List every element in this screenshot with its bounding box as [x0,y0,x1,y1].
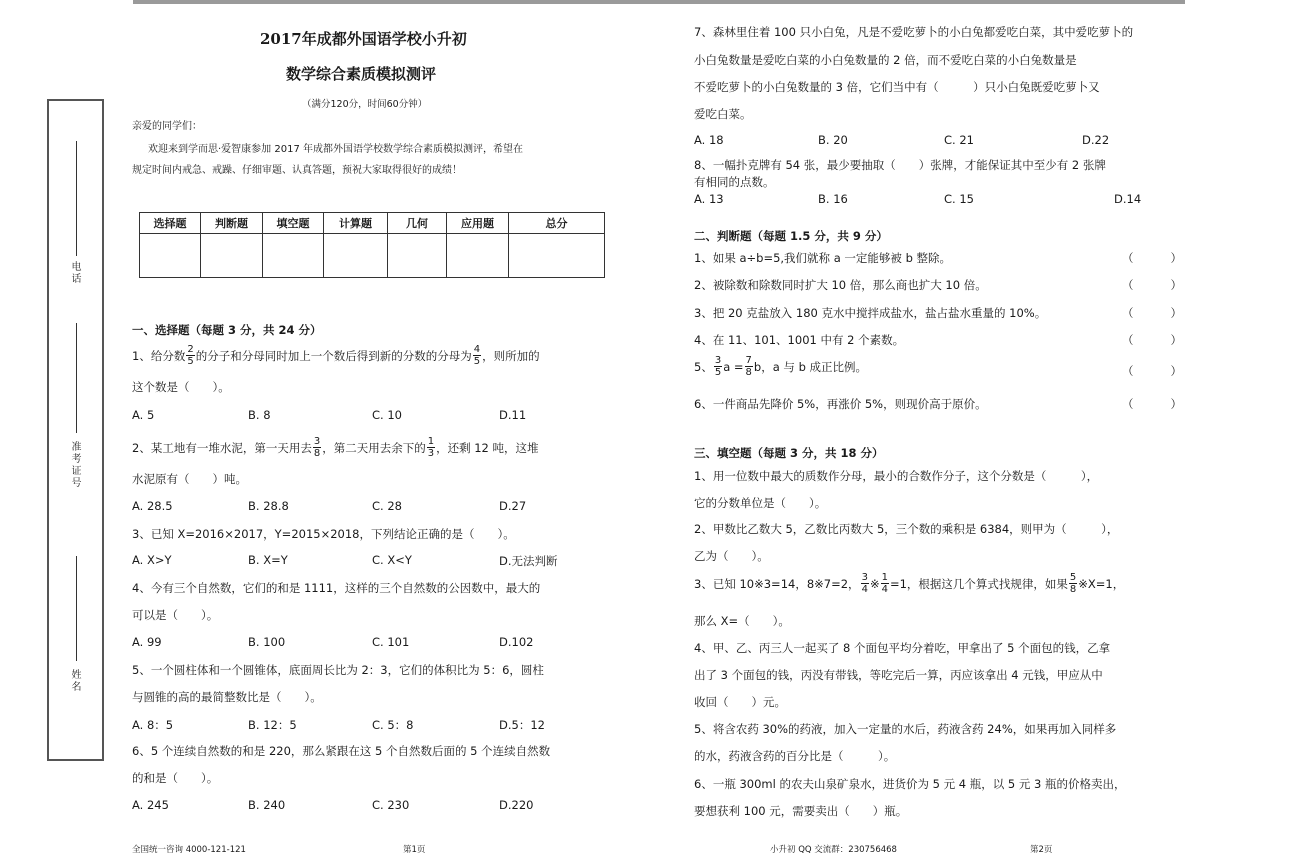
option-c: C. 5：8 [372,718,414,732]
question-text: b，a 与 b 成正比例。 [753,359,868,374]
fill-question-3 [694,572,1124,595]
question-6-cont: 的和是（ ）。 [132,771,219,785]
footer-page-2: 第2页 [1030,845,1053,855]
score-cell[interactable] [263,234,324,278]
exam-title: 2017年成都外国语学校小升初 [260,30,467,48]
score-header-cell: 选择题 [140,213,201,234]
answer-paren[interactable] [1122,250,1182,266]
option-d: D.27 [499,499,527,513]
fill-question-1: 1、用一位数中最大的质数作分母，最小的合数作分子，这个分数是（ ）， [694,469,1099,483]
fraction [313,436,321,459]
option-c: C. 230 [372,798,410,812]
score-cell[interactable] [324,234,388,278]
fraction [473,344,481,367]
option-b: B. 28.8 [248,499,289,513]
answer-paren[interactable] [1122,305,1182,321]
section-heading-choice: 一、选择题（每题 3 分，共 24 分） [132,323,322,337]
score-header-cell: 填空题 [263,213,324,234]
question-text: 5、 [694,359,713,374]
fraction [427,436,435,459]
score-cell[interactable] [509,234,605,278]
option-a: A. 8：5 [132,718,174,732]
question-3: 3、已知 X=2016×2017，Y=2015×2018，下列结论正确的是（ ）。 [132,527,515,541]
option-d: D.22 [1082,133,1110,147]
judge-item-3: 3、把 20 克盐放入 180 克水中搅拌成盐水，盐占盐水重量的 10%。 [694,306,1047,320]
paren-left: （ [1122,333,1134,347]
answer-paren[interactable] [1122,277,1182,293]
fill-question-6: 6、一瓶 300ml 的农夫山泉矿泉水，进货价为 5 元 4 瓶，以 5 元 3 瓶的价格卖出， [694,777,1126,791]
option-a: A. 99 [132,635,162,649]
paren-right: ） [1170,251,1182,265]
paren-right: ） [1170,364,1182,378]
question-7: 7、森林里住着 100 只小白兔，凡是不爱吃萝卜的小白兔都爱吃白菜，其中爱吃萝卜的 [694,25,1134,39]
fraction [745,355,753,378]
denominator: 5 [473,356,481,367]
option-d: D.11 [499,408,527,422]
question-text: ，第二天用去余下的 [322,440,426,455]
strip-label-exam-id: 准考证号 [69,441,80,489]
question-4: 4、今有三个自然数，它们的和是 1111，这样的三个自然数的公因数中，最大的 [132,581,541,595]
fill-question-2: 2、甲数比乙数大 5，乙数比丙数大 5，三个数的乘积是 6384，则甲为（ ）， [694,522,1119,536]
fill-question-4-cont: 出了 3 个面包的钱，丙没有带钱，等吃完后一算，丙应该拿出 4 元钱，甲应从中 [694,668,1103,682]
greeting: 亲爱的同学们： [132,121,202,132]
option-a: A. 5 [132,408,155,422]
numerator: 5 [1069,572,1077,583]
option-b: B. 8 [248,408,271,422]
fraction [714,355,722,378]
exam-score-time: （满分120分，时间60分钟） [302,99,428,110]
score-header-cell: 判断题 [201,213,263,234]
question-1-cont: 这个数是（ ）。 [132,380,230,394]
question-2-cont: 水泥原有（ ）吨。 [132,472,247,486]
question-text: ※ [869,576,880,591]
option-c: C. 15 [944,192,974,206]
option-c: C. X<Y [372,553,412,567]
denominator: 3 [427,448,435,459]
score-cell[interactable] [388,234,447,278]
question-text: ※X=1， [1078,576,1125,591]
score-header-cell: 应用题 [447,213,509,234]
judge-item-2: 2、被除数和除数同时扩大 10 倍，那么商也扩大 10 倍。 [694,278,987,292]
question-text: 2、某工地有一堆水泥，第一天用去 [132,440,312,455]
paren-right: ） [1170,333,1182,347]
judge-item-1: 1、如果 a÷b=5,我们就称 a 一定能够被 b 整除。 [694,251,952,265]
footer-page-1: 第1页 [403,845,426,855]
question-6: 6、5 个连续自然数的和是 220，那么紧跟在这 5 个自然数后面的 5 个连续自然数 [132,744,551,758]
paren-left: （ [1122,251,1134,265]
question-text: a = [723,359,744,374]
question-8: 8、一幅扑克牌有 54 张，最少要抽取（ ）张牌，才能保证其中至少有 2 张牌 [694,158,1106,172]
footer-qq-group: 小升初 QQ 交流群：230756468 [770,845,897,855]
option-d: D.5：12 [499,718,545,732]
top-border [133,0,1185,4]
question-text: 的分子和分母同时加上一个数后得到新的分数的分母为 [195,348,472,363]
option-d: D.无法判断 [499,554,558,568]
question-7-cont: 爱吃白菜。 [694,107,752,121]
option-b: B. 100 [248,635,286,649]
option-b: B. 12：5 [248,718,297,732]
section-heading-fill: 三、填空题（每题 3 分，共 18 分） [694,446,884,460]
paren-left: （ [1122,278,1134,292]
question-text: 1、给分数 [132,348,186,363]
score-table-blank-row [140,234,605,278]
score-table-header [140,213,605,234]
numerator: 7 [745,355,752,366]
fraction [881,572,889,595]
strip-line [76,141,77,256]
question-8-cont: 有相同的点数。 [694,175,775,189]
question-text: =1，根据这几个算式找规律，如果 [889,576,1068,591]
fill-question-2-cont: 乙为（ ）。 [694,549,769,563]
score-cell[interactable] [140,234,201,278]
score-table [139,212,605,278]
score-header-cell: 计算题 [324,213,388,234]
answer-paren[interactable] [1122,396,1182,412]
paren-right: ） [1170,278,1182,292]
question-text: ，还剩 12 吨，这堆 [436,440,539,455]
score-cell[interactable] [201,234,263,278]
binding-strip [47,99,104,761]
question-7-cont: 小白兔数量是爱吃白菜的小白兔数量的 2 倍，而不爱吃白菜的小白兔数量是 [694,53,1077,67]
option-c: C. 28 [372,499,402,513]
answer-paren[interactable] [1122,332,1182,348]
fill-question-5-cont: 的水，药液含药的百分比是（ ）。 [694,749,896,763]
denominator: 5 [714,367,722,378]
fraction [186,344,194,367]
option-a: A. X>Y [132,553,172,567]
paren-left: （ [1122,364,1134,378]
numerator: 1 [881,572,888,583]
denominator: 4 [861,584,868,595]
strip-label-name: 姓名 [69,669,80,693]
option-b: B. 20 [818,133,848,147]
option-a: A. 245 [132,798,169,812]
denominator: 4 [881,584,888,595]
question-1 [132,344,540,367]
denominator: 8 [313,448,321,459]
fraction [861,572,869,595]
strip-line [76,323,77,433]
judge-item-5 [694,355,867,378]
option-d: D.102 [499,635,534,649]
question-4-cont: 可以是（ ）。 [132,608,219,622]
answer-paren[interactable] [1122,363,1182,379]
question-5: 5、一个圆柱体和一个圆锥体，底面周长比为 2：3，它们的体积比为 5：6，圆柱 [132,663,544,677]
option-d: D.220 [499,798,534,812]
fill-question-4-cont: 收回（ ）元。 [694,695,786,709]
strip-label-phone: 电话 [69,261,80,285]
fill-question-4: 4、甲、乙、丙三人一起买了 8 个面包平均分着吃，甲拿出了 5 个面包的钱，乙拿 [694,641,1111,655]
option-a: A. 28.5 [132,499,173,513]
option-c: C. 101 [372,635,410,649]
numerator: 3 [861,572,868,583]
fill-question-3-cont: 那么 X=（ ）。 [694,614,790,628]
option-c: C. 21 [944,133,974,147]
denominator: 5 [187,356,194,367]
denominator: 8 [745,367,752,378]
paren-left: （ [1122,397,1134,411]
question-text: 3、已知 10※3=14，8※7=2， [694,576,860,591]
judge-item-6: 6、一件商品先降价 5%，再涨价 5%，则现价高于原价。 [694,397,987,411]
fill-question-1-cont: 它的分数单位是（ ）。 [694,496,827,510]
question-2 [132,436,539,459]
intro-line-2: 规定时间内戒急、戒躁、仔细审题、认真答题，预祝大家取得很好的成绩！ [132,165,462,176]
score-header-cell: 几何 [388,213,447,234]
question-text: ，则所加的 [482,348,540,363]
score-header-cell: 总分 [509,213,605,234]
paren-right: ） [1170,306,1182,320]
paren-left: （ [1122,306,1134,320]
section-heading-judge: 二、判断题（每题 1.5 分，共 9 分） [694,229,888,243]
numerator: 2 [187,344,194,355]
score-cell[interactable] [447,234,509,278]
intro-line-1: 欢迎来到学而思·爱智康参加 2017 年成都外国语学校数学综合素质模拟测评，希望在 [148,144,523,155]
exam-subtitle: 数学综合素质模拟测评 [286,65,437,83]
option-b: B. 240 [248,798,286,812]
option-b: B. 16 [818,192,848,206]
option-d: D.14 [1114,192,1142,206]
option-a: A. 13 [694,192,724,206]
numerator: 1 [427,436,435,447]
question-7-cont: 不爱吃萝卜的小白兔数量的 3 倍，它们当中有（ ）只小白兔既爱吃萝卜又 [694,80,1100,94]
option-a: A. 18 [694,133,724,147]
option-b: B. X=Y [248,553,288,567]
footer-contact: 全国统一咨询 4000-121-121 [132,845,246,855]
fill-question-6-cont: 要想获利 100 元，需要卖出（ ）瓶。 [694,804,908,818]
judge-item-4: 4、在 11、101、1001 中有 2 个素数。 [694,333,905,347]
numerator: 3 [714,355,722,366]
denominator: 8 [1069,584,1077,595]
option-c: C. 10 [372,408,402,422]
fraction [1069,572,1077,595]
strip-line [76,556,77,661]
question-5-cont: 与圆锥的高的最简整数比是（ ）。 [132,690,322,704]
numerator: 4 [473,344,481,355]
paren-right: ） [1170,397,1182,411]
numerator: 3 [313,436,321,447]
fill-question-5: 5、将含农药 30%的药液，加入一定量的水后，药液含药 24%，如果再加入同样多 [694,722,1117,736]
